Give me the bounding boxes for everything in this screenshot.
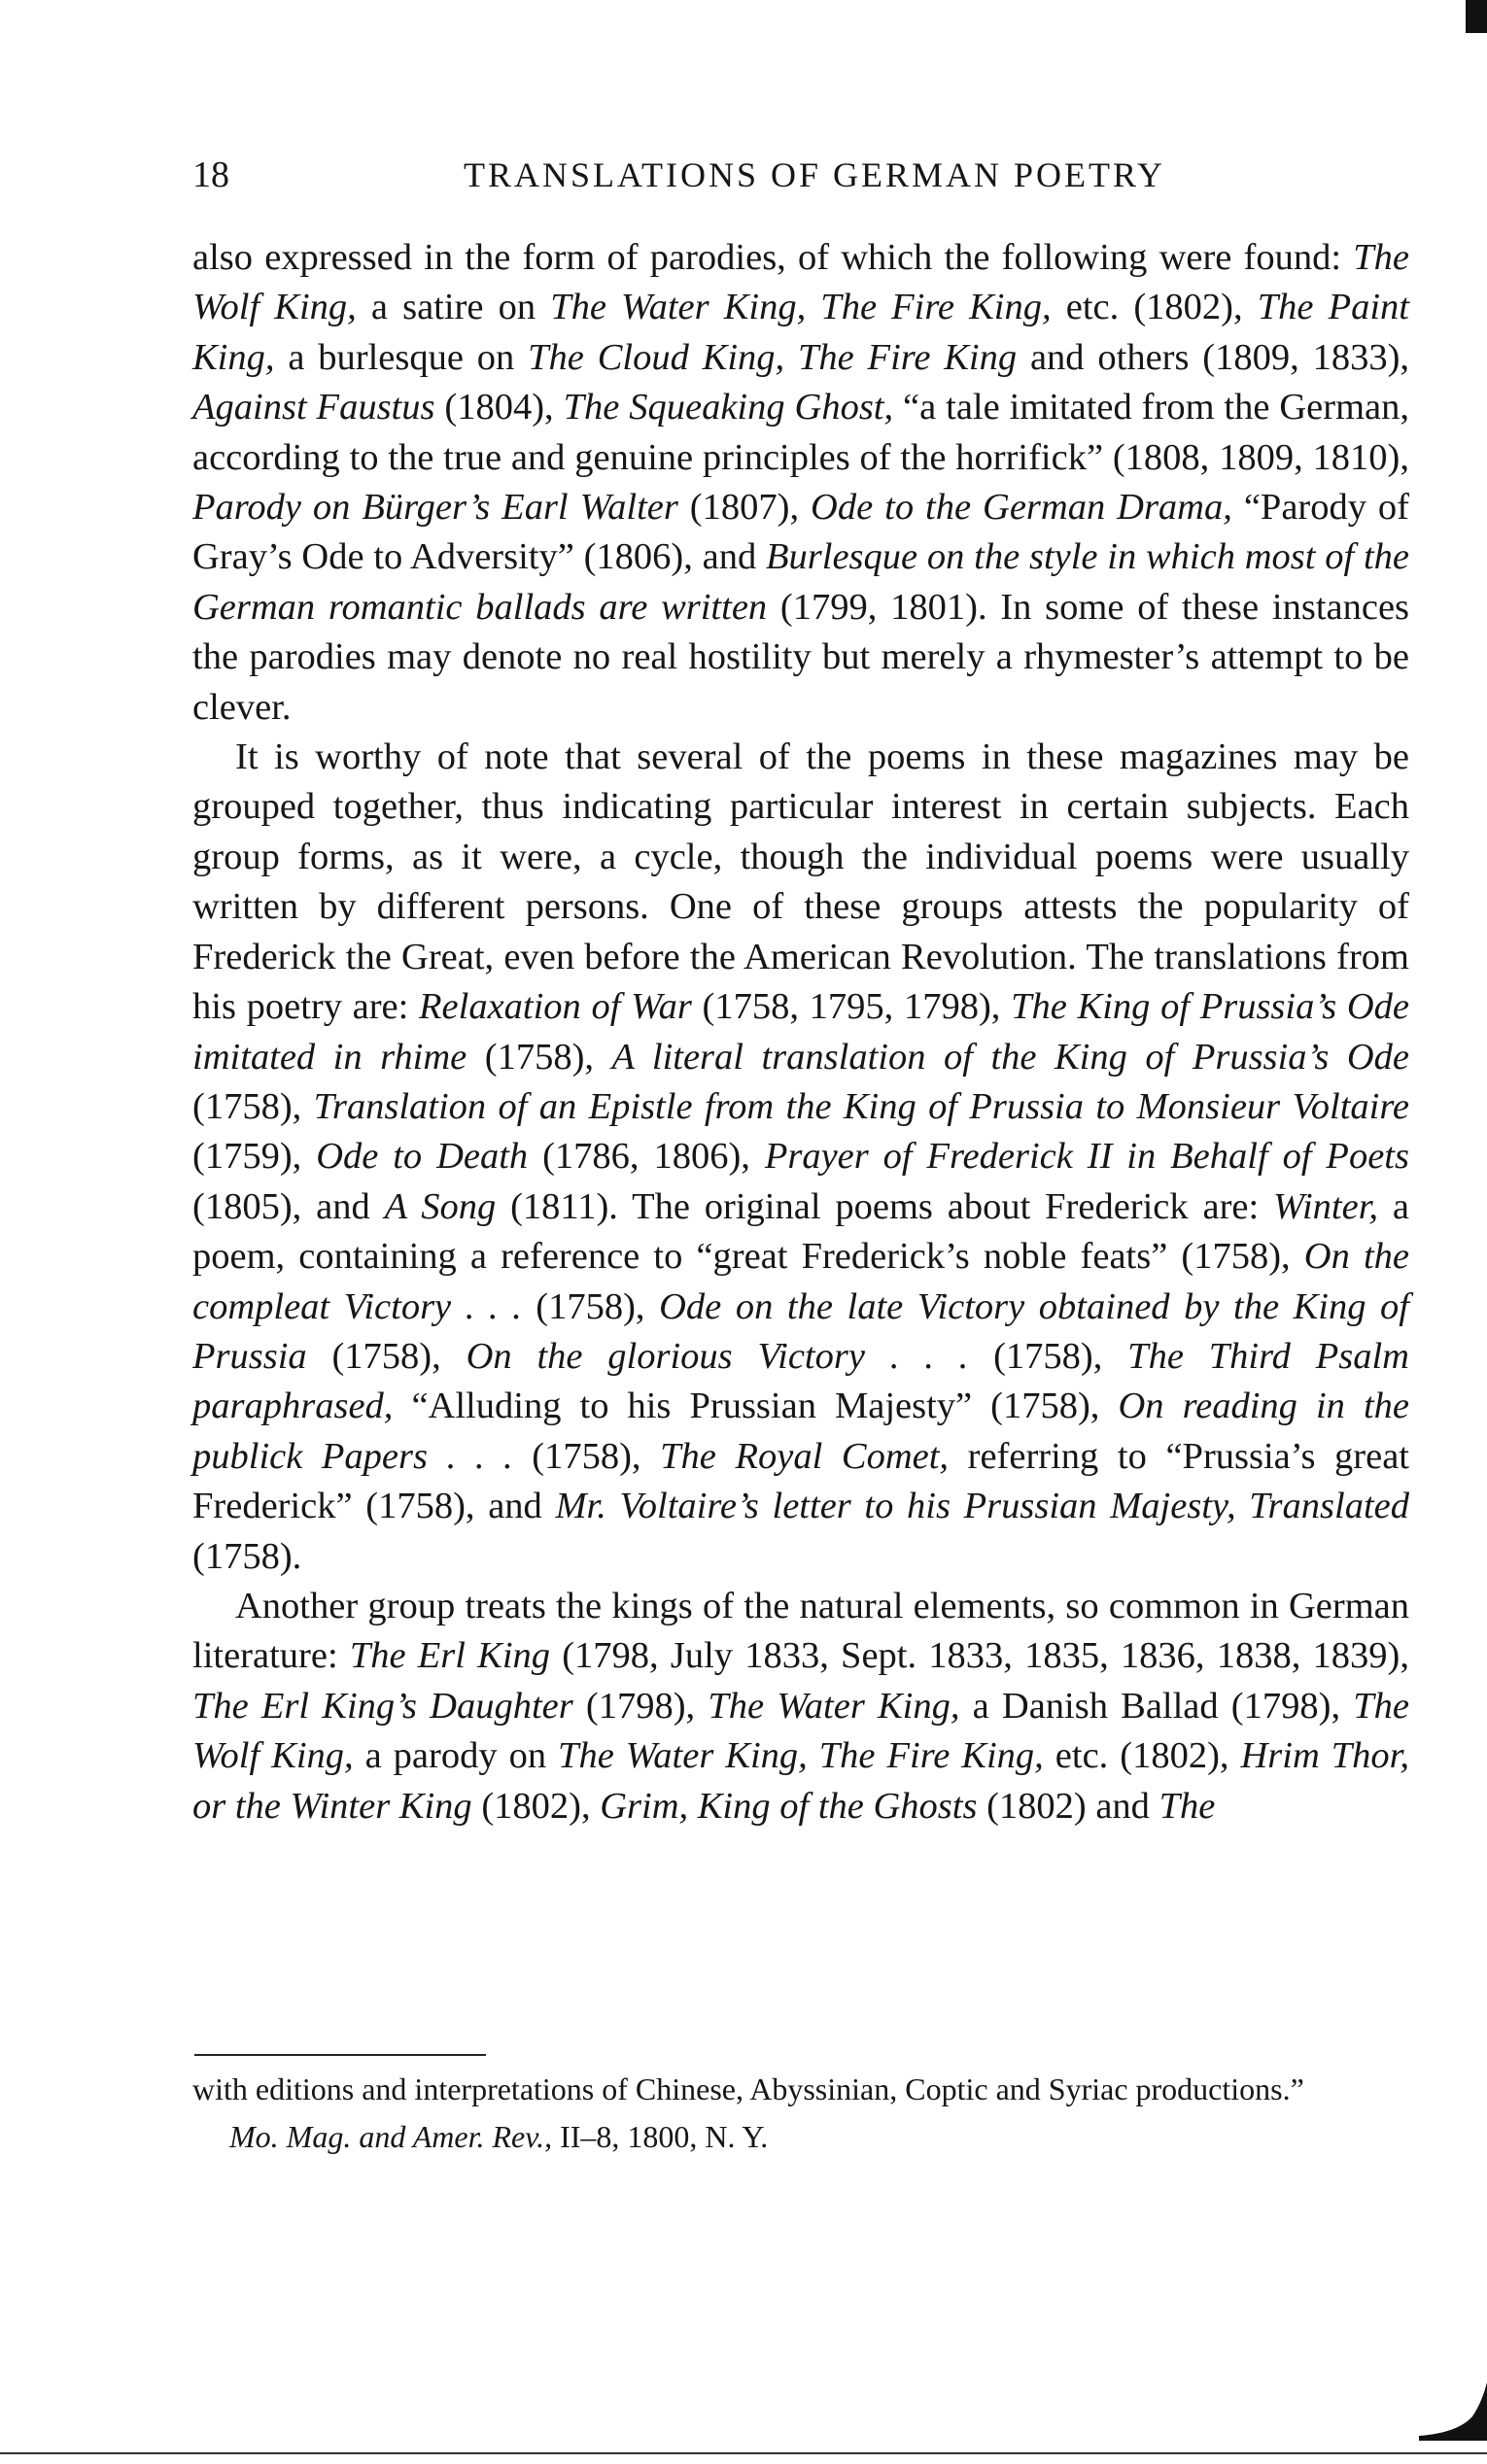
- running-title: TRANSLATIONS OF GERMAN POETRY: [463, 155, 1166, 194]
- scan-bottom-edge: [0, 2452, 1487, 2454]
- text-run: Another group treats the kings of the natural elements, so common in German literature:: [192, 1585, 1409, 1677]
- italic-title: Ode on the late Victory obtained by the King of Prussia: [192, 1285, 1409, 1377]
- text-run: (1758),: [968, 1335, 1128, 1377]
- scan-edge-mark: [1466, 0, 1487, 33]
- text-run: also expressed in the form of parodies, of which the following were found:: [192, 237, 1354, 278]
- italic-title: The: [1158, 1785, 1216, 1827]
- text-run: and others (1809, 1833),: [1017, 336, 1410, 378]
- text-run: “Alluding to his Prussian Majesty” (1758),: [393, 1386, 1119, 1427]
- italic-title: Against Faustus: [192, 387, 435, 428]
- footnote-text: with editions and interpretations of Chinese, Abyssinian, Coptic and Syriac productions.”: [192, 2071, 1304, 2106]
- text-run: (1802),: [471, 1785, 601, 1827]
- running-header: [192, 146, 1407, 204]
- italic-title: Mr. Voltaire’s letter to his Prussian Majesty, Translated: [555, 1486, 1409, 1527]
- text-run: etc. (1802),: [1051, 287, 1258, 328]
- paragraph: [192, 233, 1409, 733]
- citation-details: II–8, 1800, N. Y.: [552, 2119, 769, 2154]
- paragraph: [192, 733, 1409, 1582]
- italic-title: On the glorious Victory . . .: [466, 1335, 969, 1377]
- text-run: (1807),: [677, 487, 812, 529]
- text-run: (1758).: [192, 1535, 302, 1577]
- italic-title: The Water King, The Fire King,: [550, 287, 1052, 328]
- text-run: (1758),: [512, 1435, 661, 1477]
- text-run: referring to “Prussia’s great Frederick” (1758), and: [192, 1435, 1409, 1527]
- text-run: “a tale imitated from the German, according to the true and genuine principles of the horrifick” (1808, 1809, 1810),: [192, 387, 1409, 478]
- italic-title: The Royal Comet,: [660, 1435, 950, 1477]
- italic-title: On reading in the publick Papers . . .: [192, 1386, 1409, 1477]
- footnote: [192, 2068, 1409, 2159]
- text-run: (1758),: [467, 1036, 612, 1078]
- italic-title: Relaxation of War: [419, 986, 692, 1028]
- body-text: [192, 233, 1409, 1831]
- text-run: (1798, July 1833, Sept. 1833, 1835, 1836, 1838, 1839),: [550, 1635, 1409, 1677]
- page-number: 18: [192, 154, 229, 195]
- italic-title: Ode to Death: [316, 1136, 529, 1178]
- text-run: (1804),: [434, 387, 564, 428]
- text-run: a Danish Ballad (1798),: [959, 1685, 1354, 1727]
- italic-title: On the compleat Victory . . .: [192, 1236, 1409, 1327]
- text-run: a satire on: [356, 287, 551, 328]
- text-run: a parody on: [353, 1735, 559, 1777]
- text-run: a poem, containing a reference to “great Frederick’s noble feats” (1758),: [192, 1185, 1409, 1278]
- text-run: etc. (1802),: [1043, 1735, 1241, 1777]
- footnote-citation: [192, 2115, 1409, 2159]
- italic-title: The King of Prussia’s Ode imitated in rhime: [192, 986, 1410, 1078]
- paragraph: [192, 1582, 1409, 1831]
- italic-title: The Wolf King,: [192, 237, 1409, 328]
- italic-title: The Paint King,: [192, 287, 1410, 378]
- italic-title: The Water King, The Fire King,: [558, 1735, 1044, 1777]
- citation-journal: Mo. Mag. and Amer. Rev.,: [229, 2119, 553, 2154]
- italic-title: Winter,: [1273, 1185, 1379, 1227]
- text-run: (1799, 1801). In some of these instances the parodies may denote no real hostility but merely a rhymester’s attempt to be clever.: [192, 586, 1410, 728]
- italic-title: The Squeaking Ghost,: [563, 387, 894, 428]
- italic-title: A literal translation of the King of Prussia’s Ode: [611, 1036, 1409, 1078]
- italic-title: The Erl King: [349, 1635, 551, 1677]
- text-run: (1758, 1795, 1798),: [691, 986, 1012, 1028]
- italic-title: Grim, King of the Ghosts: [600, 1785, 978, 1827]
- italic-title: The Third Psalm paraphrased,: [192, 1335, 1409, 1427]
- text-run: (1758),: [521, 1285, 660, 1327]
- text-run: (1758),: [192, 1085, 314, 1127]
- text-run: (1802) and: [977, 1785, 1159, 1827]
- text-run: (1758),: [306, 1335, 467, 1377]
- italic-title: Prayer of Frederick II in Behalf of Poets: [764, 1136, 1409, 1178]
- text-run: (1759),: [192, 1136, 317, 1178]
- italic-title: The Cloud King, The Fire King: [528, 336, 1018, 378]
- scan-edge-curl: [1419, 2382, 1487, 2441]
- italic-title: Hrim Thor, or the Winter King: [192, 1735, 1410, 1827]
- italic-title: Burlesque on the style in which most of the German romantic ballads are written: [192, 536, 1409, 628]
- text-run: (1786, 1806),: [528, 1136, 765, 1178]
- italic-title: The Erl King’s Daughter: [192, 1685, 573, 1727]
- italic-title: The Water King,: [708, 1685, 960, 1727]
- text-run: a burlesque on: [274, 336, 529, 378]
- italic-title: A Song: [384, 1185, 497, 1227]
- text-run: (1805), and: [192, 1185, 385, 1227]
- text-run: (1811). The original poems about Frederick are:: [496, 1185, 1274, 1227]
- italic-title: Parody on Bürger’s Earl Walter: [192, 487, 678, 529]
- text-run: It is worthy of note that several of the poems in these magazines may be grouped together, thus indicating particular interest in certain subjects. Each group forms, as it were, a cycle, though the individual poems were usually written by different persons. One of these groups attests the popularity of Frederick the Great, even before the American Revolution. The translations from his poetry are:: [192, 736, 1409, 1028]
- text-run: “Parody of Gray’s Ode to Adversity” (1806), and: [192, 487, 1409, 578]
- italic-title: Translation of an Epistle from the King of Prussia to Monsieur Voltaire: [313, 1085, 1409, 1127]
- italic-title: The Wolf King,: [192, 1685, 1409, 1777]
- text-run: (1798),: [572, 1685, 709, 1727]
- footnote-rule: [194, 2054, 486, 2056]
- italic-title: Ode to the German Drama,: [811, 487, 1232, 529]
